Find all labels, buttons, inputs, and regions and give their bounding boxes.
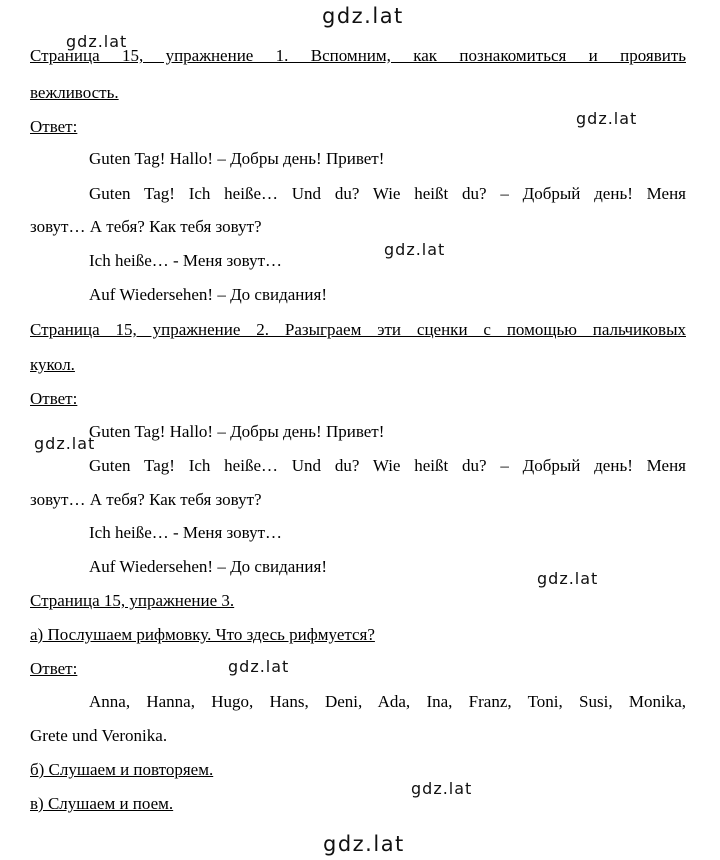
watermark: gdz.lat	[411, 779, 473, 798]
exercise-3-part-a: а) Послушаем рифмовку. Что здесь рифмуется?	[30, 625, 375, 644]
watermark: gdz.lat	[384, 240, 446, 259]
exercise-1-line-2-cont: зовут… А тебя? Как тебя зовут?	[30, 217, 262, 236]
exercise-1-heading: Страница 15, упражнение 1. Вспомним, как познакомиться и проявить	[30, 46, 686, 65]
exercise-2-line-4: Auf Wiedersehen! – До свидания!	[89, 557, 327, 576]
exercise-2-heading-cont: кукол.	[30, 355, 75, 374]
exercise-2-answer-label: Ответ:	[30, 389, 78, 408]
exercise-1-answer-label: Ответ:	[30, 117, 78, 136]
exercise-1-line-2: Guten Tag! Ich heiße… Und du? Wie heißt du? – Добрый день! Меня	[89, 184, 686, 203]
exercise-2-line-1: Guten Tag! Hallo! – Добры день! Привет!	[89, 422, 385, 441]
exercise-3-part-b: б) Слушаем и повторяем.	[30, 760, 214, 779]
exercise-2-line-2-cont: зовут… А тебя? Как тебя зовут?	[30, 490, 262, 509]
exercise-3-part-c: в) Слушаем и поем.	[30, 794, 174, 813]
watermark-bottom: gdz.lat	[323, 832, 405, 856]
exercise-1-line-4: Auf Wiedersehen! – До свидания!	[89, 285, 327, 304]
exercise-3-names-line-2: Grete und Veronika.	[30, 726, 168, 745]
exercise-2-line-2: Guten Tag! Ich heiße… Und du? Wie heißt du? – Добрый день! Меня	[89, 456, 686, 475]
exercise-3-names-line-1: Anna, Hanna, Hugo, Hans, Deni, Ada, Ina, Franz, Toni, Susi, Monika,	[89, 692, 686, 711]
watermark: gdz.lat	[66, 32, 128, 51]
exercise-1-line-3: Ich heiße… - Меня зовут…	[89, 251, 283, 270]
exercise-3-heading: Страница 15, упражнение 3.	[30, 591, 235, 610]
exercise-3-answer-label: Ответ:	[30, 659, 78, 678]
exercise-1-line-1: Guten Tag! Hallo! – Добры день! Привет!	[89, 149, 385, 168]
exercise-2-line-3: Ich heiße… - Меня зовут…	[89, 523, 283, 542]
exercise-2-heading: Страница 15, упражнение 2. Разыграем эти сценки с помощью пальчиковых	[30, 320, 686, 339]
watermark: gdz.lat	[576, 109, 638, 128]
exercise-1-heading-cont: вежливость.	[30, 83, 119, 102]
watermark: gdz.lat	[537, 569, 599, 588]
watermark-top: gdz.lat	[322, 4, 404, 28]
watermark: gdz.lat	[34, 434, 96, 453]
watermark: gdz.lat	[228, 657, 290, 676]
